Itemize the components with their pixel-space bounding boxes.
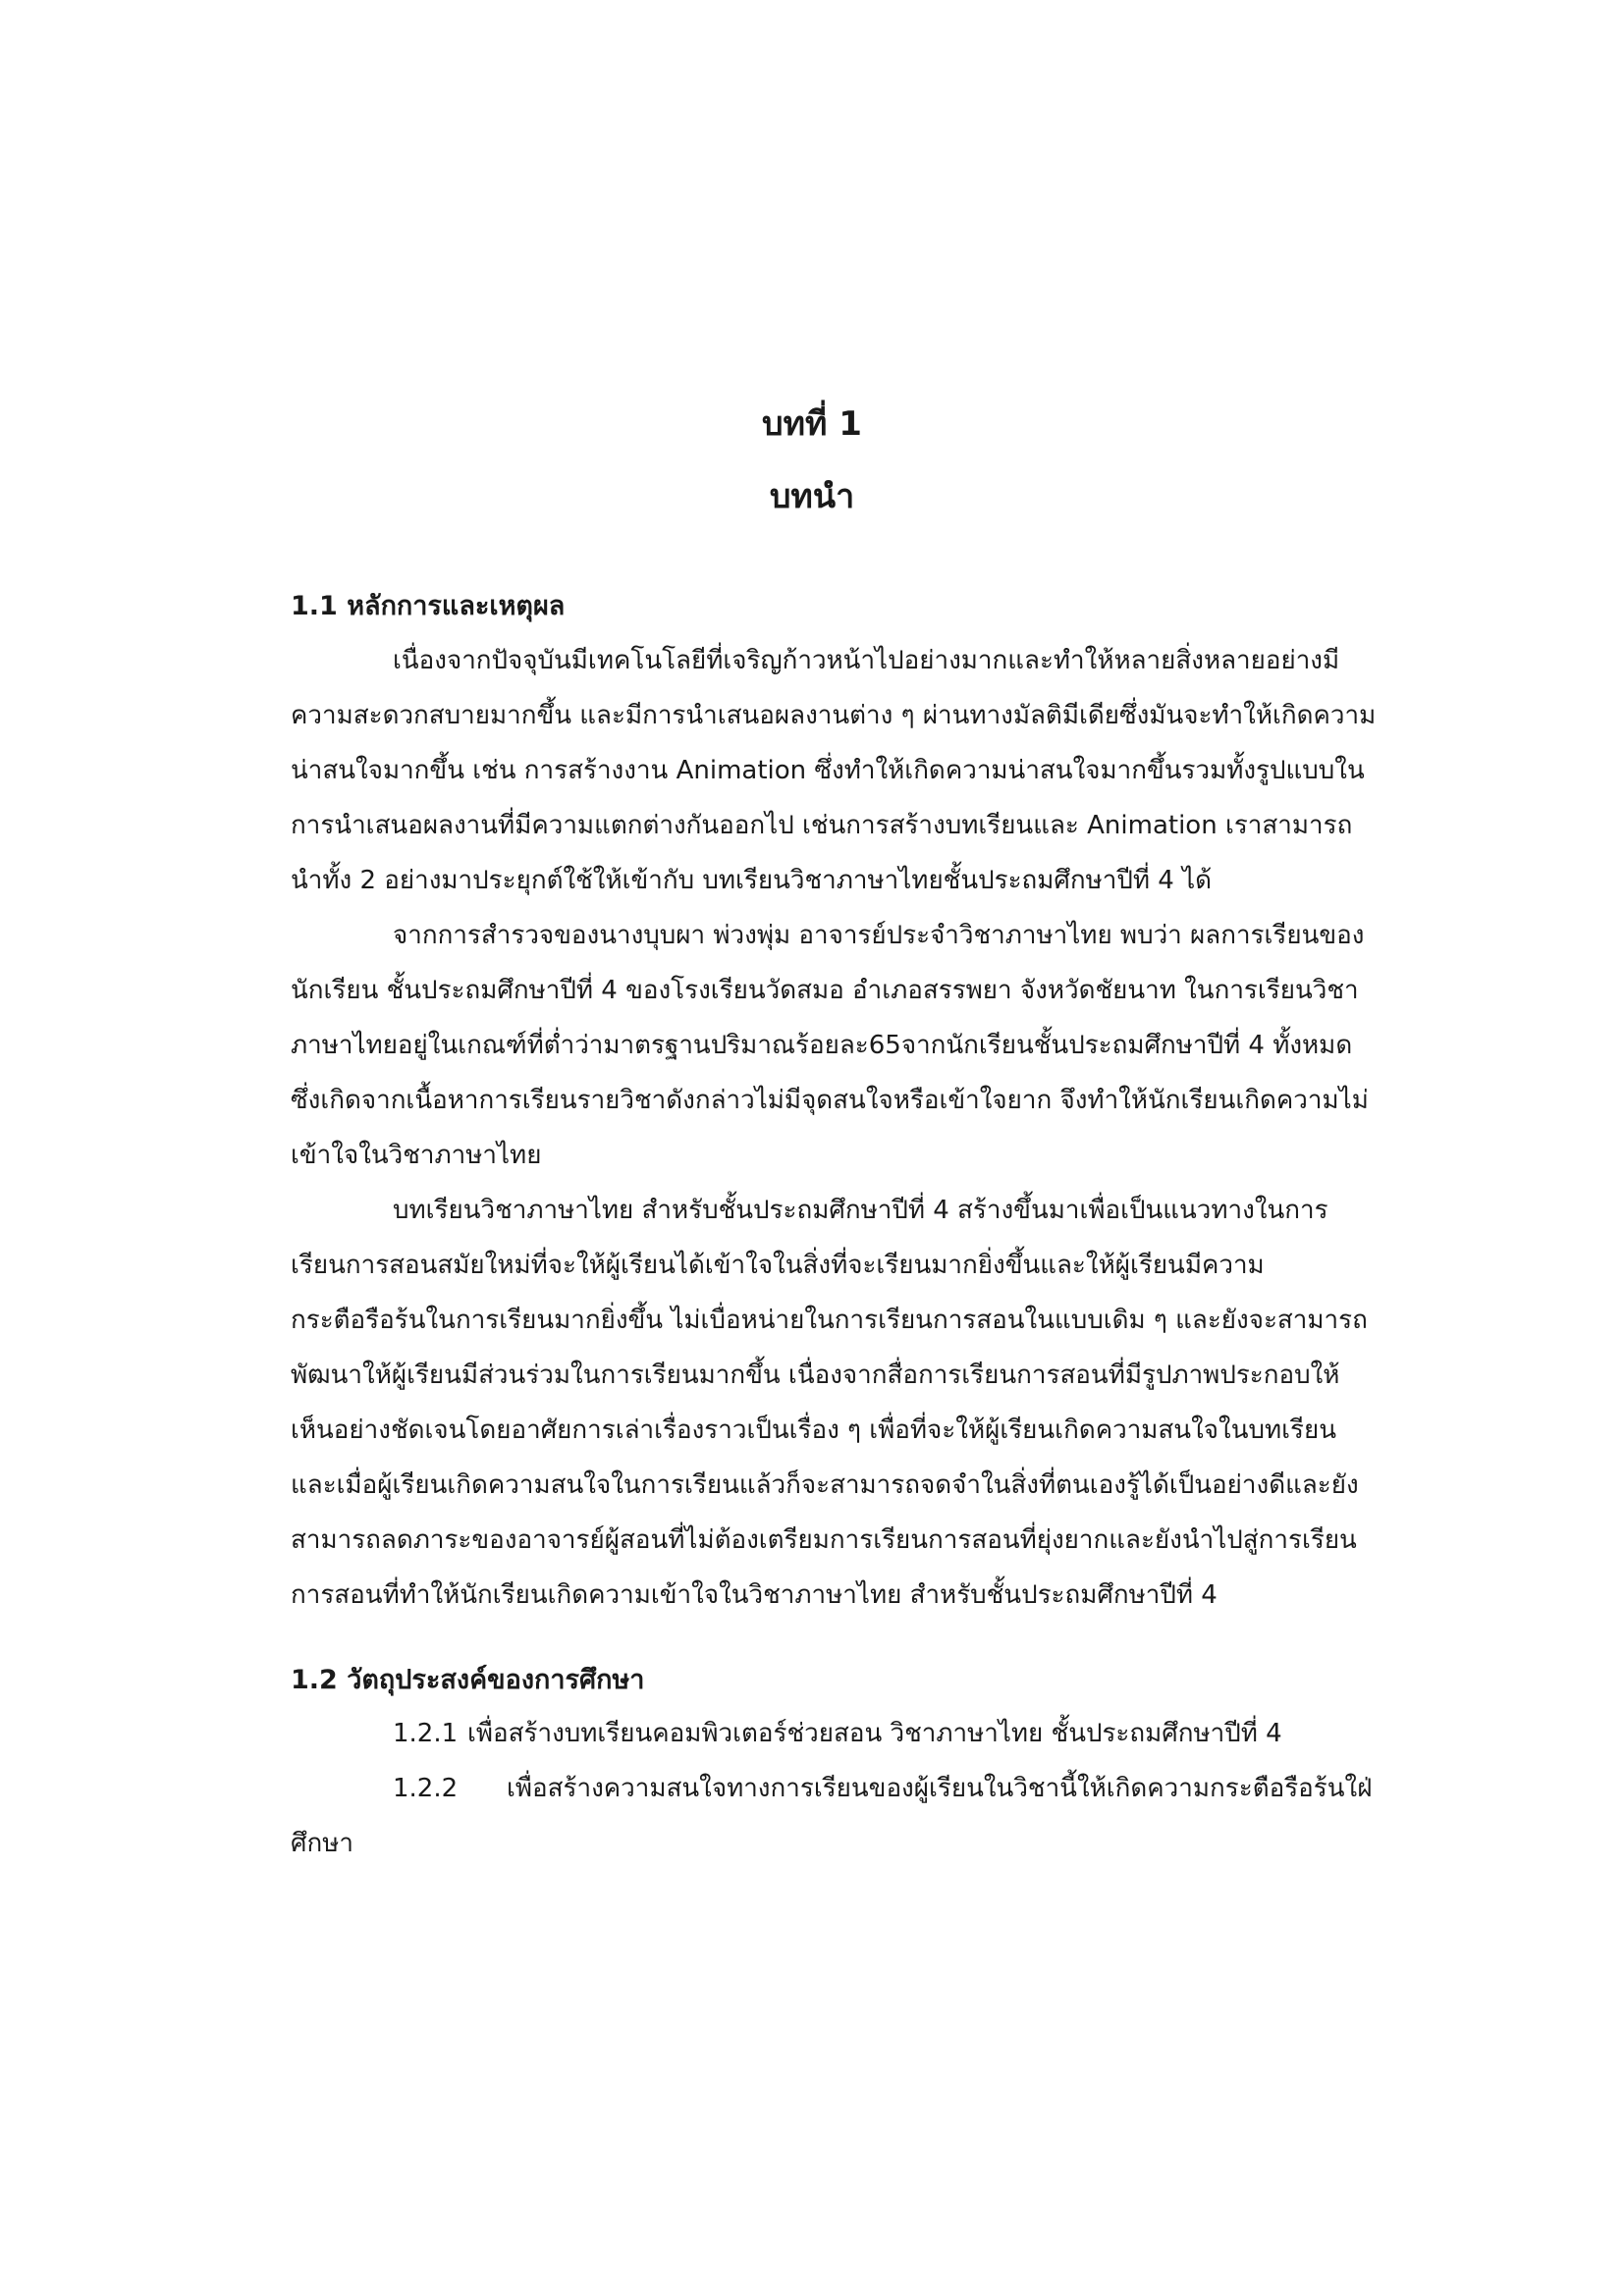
paragraph-line: นำทั้ง 2 อย่างมาประยุกต์ใช้ให้เข้ากับ บทเรียนวิชาภาษาไทยชั้นประถมศึกษาปีที่ 4 ได้ — [291, 866, 1213, 895]
objective-text: เพื่อสร้างบทเรียนคอมพิวเตอร์ช่วยสอน วิชาภาษาไทย ชั้นประถมศึกษาปีที่ 4 — [467, 1719, 1282, 1748]
paragraph-line: และเมื่อผู้เรียนเกิดความสนใจในการเรียนแล้วก็จะสามารถจดจำในสิ่งที่ตนเองรู้ได้เป็นอย่างดีและยัง — [291, 1470, 1359, 1500]
paragraph-line: เรียนการสอนสมัยใหม่ที่จะให้ผู้เรียนได้เข้าใจในสิ่งที่จะเรียนมากยิ่งขึ้นและให้ผู้เรียนมีความ — [291, 1251, 1265, 1280]
paragraph-line: สามารถลดภาระของอาจารย์ผู้สอนที่ไม่ต้องเตรียมการเรียนการสอนที่ยุ่งยากและยังนำไปสู่การเรียน — [291, 1525, 1357, 1555]
paragraph-line: เข้าใจในวิชาภาษาไทย — [291, 1141, 542, 1170]
paragraph-line: จากการสำรวจของนางบุบผา พ่วงพุ่ม อาจารย์ประจำวิชาภาษาไทย พบว่า ผลการเรียนของ — [393, 921, 1365, 950]
paragraph-line: พัฒนาให้ผู้เรียนมีส่วนร่วมในการเรียนมากขึ้น เนื่องจากสื่อการเรียนการสอนที่มีรูปภาพประกอบให้ — [291, 1361, 1340, 1390]
chapter-number: บทที่ 1 — [762, 404, 862, 444]
paragraph-line: กระตือรือร้นในการเรียนมากยิ่งขึ้น ไม่เบื่อหน่ายในการเรียนการสอนในแบบเดิม ๆ และยังจะสามารถ — [291, 1306, 1368, 1335]
paragraph-line: ภาษาไทยอยู่ในเกณฑ์ที่ต่ำว่ามาตรฐานปริมาณร้อยละ65จากนักเรียนชั้นประถมศึกษาปีที่ 4 ทั้งหมด — [291, 1031, 1353, 1060]
paragraph-line: การสอนที่ทำให้นักเรียนเกิดความเข้าใจในวิชาภาษาไทย สำหรับชั้นประถมศึกษาปีที่ 4 — [291, 1580, 1218, 1610]
section-heading-1-2: 1.2 วัตถุประสงค์ของการศึกษา — [291, 1665, 645, 1695]
paragraph-line: น่าสนใจมากขึ้น เช่น การสร้างงาน Animation ซึ่งทำให้เกิดความน่าสนใจมากขึ้นรวมทั้งรูปแบบใน — [291, 756, 1365, 785]
paragraph-line: การนำเสนอผลงานที่มีความแตกต่างกันออกไป เช่นการสร้างบทเรียนและ Animation เราสามารถ — [291, 811, 1353, 840]
paragraph-line: นักเรียน ชั้นประถมศึกษาปีที่ 4 ของโรงเรียนวัดสมอ อำเภอสรรพยา จังหวัดชัยนาท ในการเรียนวิชา — [291, 976, 1359, 1005]
paragraph-line: เนื่องจากปัจจุบันมีเทคโนโลยีที่เจริญก้าวหน้าไปอย่างมากและทำให้หลายสิ่งหลายอย่างมี — [393, 646, 1340, 675]
paragraph-line: บทเรียนวิชาภาษาไทย สำหรับชั้นประถมศึกษาปีที่ 4 สร้างขึ้นมาเพื่อเป็นแนวทางในการ — [393, 1196, 1328, 1225]
section-heading-1-1: 1.1 หลักการและเหตุผล — [291, 591, 566, 621]
chapter-title: บทนำ — [769, 477, 855, 516]
paragraph-line: ความสะดวกสบายมากขึ้น และมีการนำเสนอผลงานต่าง ๆ ผ่านทางมัลติมีเดียซึ่งมันจะทำให้เกิดความ — [291, 701, 1377, 730]
objective-continuation: ศึกษา — [291, 1829, 353, 1858]
objective-number: 1.2.1 — [393, 1719, 459, 1748]
objective-text: เพื่อสร้างความสนใจทางการเรียนของผู้เรียนในวิชานี้ให้เกิดความกระตือรือร้นใฝ่ — [507, 1774, 1373, 1803]
paragraph-line: ซึ่งเกิดจากเนื้อหาการเรียนรายวิชาดังกล่าวไม่มีจุดสนใจหรือเข้าใจยาก จึงทำให้นักเรียนเกิดความไม่ — [291, 1086, 1369, 1115]
paragraph-line: เห็นอย่างชัดเจนโดยอาศัยการเล่าเรื่องราวเป็นเรื่อง ๆ เพื่อที่จะให้ผู้เรียนเกิดความสนใจในบทเรียน — [291, 1415, 1336, 1445]
objective-number: 1.2.2 — [393, 1774, 459, 1803]
